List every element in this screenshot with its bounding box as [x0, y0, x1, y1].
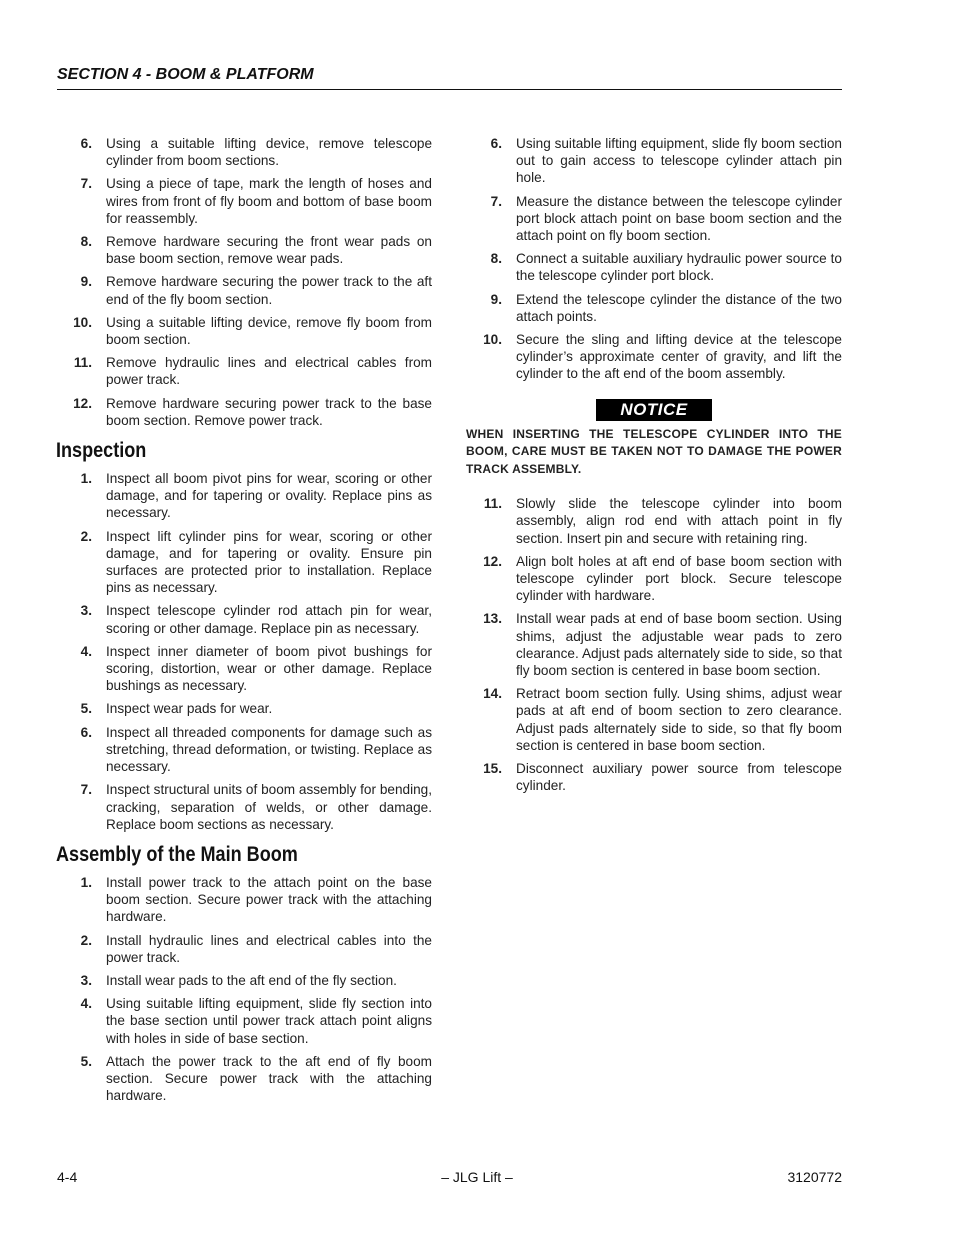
notice-text: WHEN INSERTING THE TELESCOPE CYLINDER INTO THE BOOM, CARE MUST BE TAKEN NOT TO DAMAGE THE POWER TRACK ASSEMBLY. — [466, 426, 842, 476]
page-number: 4-4 — [57, 1169, 78, 1185]
list-item — [56, 233, 432, 267]
step-number: 1. — [80, 471, 92, 487]
list-item — [466, 495, 842, 547]
notice-banner — [466, 399, 842, 421]
step-text: Secure the sling and lifting device at the telescope cylinder’s approximate center of gravity, and lift the cylinder to the aft end of the boom assembly. — [516, 332, 842, 382]
step-text: Retract boom section fully. Using shims, adjust wear pads at aft end of boom section to zero clearance. Adjust pads alternately side to side, so that fly boom section is centered in base boom section. — [516, 686, 842, 753]
step-number: 8. — [80, 234, 92, 250]
list-item — [56, 135, 432, 169]
step-number: 7. — [490, 193, 502, 209]
list-item — [56, 700, 432, 717]
list-item — [56, 354, 432, 388]
step-number: 11. — [73, 355, 92, 371]
list-item — [56, 1053, 432, 1105]
list-item — [466, 193, 842, 245]
list-item — [466, 610, 842, 679]
step-number: 5. — [80, 1053, 92, 1069]
step-number: 3. — [80, 972, 92, 988]
left-column — [56, 135, 432, 1110]
list-item — [56, 528, 432, 597]
list-item — [466, 291, 842, 325]
list-item — [466, 135, 842, 187]
header-divider — [57, 89, 842, 90]
step-text: Install power track to the attach point on the base boom section. Secure power track with the attaching hardware. — [106, 874, 432, 925]
list-item — [56, 314, 432, 348]
step-number: 4. — [80, 996, 92, 1012]
footer-brand: – JLG Lift – — [441, 1169, 513, 1185]
step-number: 12. — [483, 553, 502, 569]
section-title: SECTION 4 - BOOM & PLATFORM — [57, 66, 314, 83]
step-number: 3. — [80, 603, 92, 619]
step-text: Install wear pads at end of base boom section. Using shims, adjust the adjustable wear pads to zero clearance. Adjust pads alternately side to side, so that fly boom section is centered in base boom section. — [516, 611, 842, 678]
step-number: 9. — [80, 274, 92, 290]
step-text: Remove hardware securing power track to the base boom section. Remove power track. — [106, 395, 432, 428]
list-item — [56, 273, 432, 307]
list-item — [56, 724, 432, 776]
step-text: Attach the power track to the aft end of fly boom section. Secure power track with the attaching hardware. — [106, 1053, 432, 1104]
step-text: Using a suitable lifting device, remove fly boom from boom section. — [106, 314, 432, 348]
list-item — [466, 250, 842, 284]
list-item — [56, 643, 432, 695]
list-item — [56, 175, 432, 227]
document-number: 3120772 — [787, 1169, 842, 1185]
step-text: Measure the distance between the telescope cylinder port block attach point on base boom section and the attach point on fly boom section. — [516, 193, 842, 244]
step-text: Using suitable lifting equipment, slide fly section into the base section until power track attach point aligns with holes in side of base section. — [106, 996, 432, 1046]
step-text: Remove hydraulic lines and electrical cables from power track. — [106, 355, 432, 388]
step-text: Remove hardware securing the power track to the aft end of the fly boom section. — [106, 274, 432, 307]
step-text: Align bolt holes at aft end of base boom section with telescope cylinder port block. Secure telescope cylinder with hardware. — [516, 553, 842, 604]
list-item — [56, 781, 432, 833]
step-number: 6. — [490, 136, 502, 151]
step-text: Inspect wear pads for wear. — [106, 701, 273, 717]
step-text: Extend the telescope cylinder the distance of the two attach points. — [516, 291, 842, 324]
assembly-steps-list-final — [466, 495, 842, 794]
step-number: 14. — [483, 686, 502, 702]
list-item — [466, 553, 842, 605]
step-number: 4. — [80, 643, 92, 659]
step-text: Using suitable lifting equipment, slide fly boom section out to gain access to telescope cylinder attach pin hole. — [516, 136, 842, 186]
inspection-steps-list — [56, 470, 432, 833]
step-text: Using a piece of tape, mark the length of hoses and wires from front of fly boom and bottom of base boom for reassembly. — [106, 176, 432, 226]
step-number: 11. — [483, 496, 502, 512]
step-text: Inspect structural units of boom assembly for bending, cracking, separation of welds, or other damage. Replace boom sections as necessary. — [106, 782, 432, 832]
step-number: 10. — [483, 332, 502, 348]
list-item — [466, 685, 842, 754]
assembly-heading: Assembly of the Main Boom — [56, 842, 298, 866]
right-column — [466, 135, 842, 800]
step-text: Remove hardware securing the front wear pads on base boom section, remove wear pads. — [106, 234, 432, 267]
notice-label: NOTICE — [596, 399, 712, 421]
step-number: 6. — [80, 136, 92, 151]
inspection-heading: Inspection — [56, 439, 147, 463]
step-number: 1. — [80, 874, 92, 890]
step-number: 15. — [483, 760, 502, 776]
step-number: 9. — [490, 291, 502, 307]
step-text: Inspect all boom pivot pins for wear, scoring or other damage, and for tapering or ovality. Replace pins as necessary. — [106, 471, 432, 521]
step-number: 13. — [483, 611, 502, 627]
step-text: Using a suitable lifting device, remove telescope cylinder from boom sections. — [106, 136, 432, 169]
list-item — [56, 395, 432, 429]
step-number: 7. — [80, 782, 92, 798]
step-text: Install wear pads to the aft end of the fly section. — [106, 972, 397, 988]
step-number: 10. — [73, 314, 92, 330]
step-text: Inspect all threaded components for damage such as stretching, thread deformation, or twisting. Replace as necessary. — [106, 724, 432, 775]
step-number: 6. — [80, 724, 92, 740]
assembly-steps-list — [56, 874, 432, 1104]
step-number: 2. — [80, 528, 92, 544]
assembly-steps-list-continued — [466, 135, 842, 383]
list-item — [56, 932, 432, 966]
step-text: Disconnect auxiliary power source from telescope cylinder. — [516, 760, 842, 794]
step-text: Install hydraulic lines and electrical cables into the power track. — [106, 932, 432, 965]
list-item — [56, 995, 432, 1047]
list-item — [56, 972, 432, 989]
list-item — [56, 874, 432, 926]
step-text: Connect a suitable auxiliary hydraulic power source to the telescope cylinder port block. — [516, 251, 842, 284]
step-number: 12. — [73, 395, 92, 411]
list-item — [56, 470, 432, 522]
list-item — [466, 331, 842, 383]
removal-steps-list — [56, 135, 432, 429]
step-text: Inspect telescope cylinder rod attach pin for wear, scoring or other damage. Replace pin as necessary. — [106, 603, 432, 636]
step-number: 8. — [490, 251, 502, 267]
list-item — [466, 760, 842, 794]
step-text: Inspect inner diameter of boom pivot bushings for scoring, distortion, wear or other damage. Replace bushings as necessary. — [106, 643, 432, 694]
step-number: 5. — [80, 701, 92, 717]
step-number: 7. — [80, 176, 92, 192]
step-text: Slowly slide the telescope cylinder into boom assembly, align rod end with attach point in fly section. Insert pin and secure with retaining ring. — [516, 496, 842, 546]
step-number: 2. — [80, 932, 92, 948]
list-item — [56, 602, 432, 636]
step-text: Inspect lift cylinder pins for wear, scoring or other damage, and for tapering or ovality. Ensure pin surfaces are protected prior to installation. Replace pins as necessary. — [106, 528, 432, 596]
